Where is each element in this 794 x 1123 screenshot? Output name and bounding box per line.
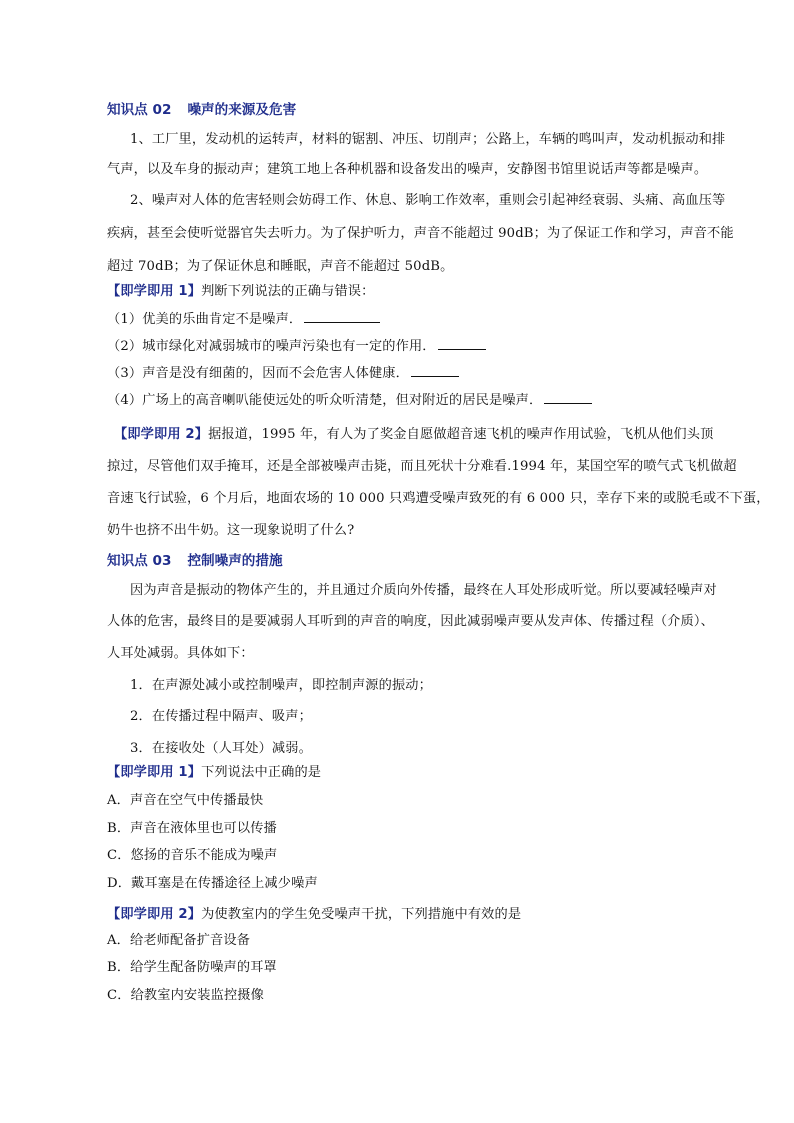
judgment-item [107,337,486,356]
exercise-03-1-stem [107,764,321,782]
exercise-02-2-stem [114,426,713,444]
choice-option[interactable]: A．给老师配备扩音设备 [107,933,251,948]
para2-line: 2、噪声对人体的危害轻则会妨碍工作、休息、影响工作效率，重则会引起神经衰弱、头痛、高血压等 [130,193,726,208]
choice-option[interactable]: C．给教室内安装监控摄像 [107,988,264,1003]
intro-line: 人耳处减弱。具体如下： [107,646,254,661]
section-02-number: 知识点 02 [107,102,172,118]
judgment-item-text: （1）优美的乐曲肯定不是噪声． [107,312,303,327]
judgment-item [107,310,380,329]
exercise-stem: 为使教室内的学生免受噪声干扰，下列措施中有效的是 [201,907,522,922]
choice-option[interactable]: D．戴耳塞是在传播途径上减少噪声 [107,876,318,891]
answer-blank[interactable] [411,364,459,377]
section-03-number: 知识点 03 [107,553,172,569]
exercise-tag: 【即学即用 2】 [114,427,209,442]
intro-line: 人体的危害，最终目的是要减弱人耳听到的声音的响度，因此减弱噪声要从发声体、传播过程（介质）、 [107,614,714,629]
exercise-tag: 【即学即用 1】 [107,765,202,780]
section-02-title: 噪声的来源及危害 [187,102,297,118]
exercise-tag: 【即学即用 2】 [107,907,202,922]
choice-option[interactable]: B．给学生配备防噪声的耳罩 [107,960,277,975]
exercise-text-line: 音速飞行试验，6 个月后，地面农场的 10 000 只鸡遭受噪声致死的有 6 000 只，幸存下来的或脱毛或不下蛋， [107,491,770,506]
choice-option[interactable]: A．声音在空气中传播最快 [107,793,264,808]
section-03-heading [107,552,283,570]
exercise-stem: 下列说法中正确的是 [201,765,322,780]
exercise-tag: 【即学即用 1】 [107,284,202,299]
judgment-item-text: （2）城市绿化对减弱城市的噪声污染也有一定的作用． [107,339,436,354]
para2-line: 疾病，甚至会使听觉器官失去听力。为了保护听力，声音不能超过 90dB；为了保证工作和学习，声音不能 [107,226,734,241]
choice-option[interactable]: B．声音在液体里也可以传播 [107,821,277,836]
measure-item: 2．在传播过程中隔声、吸声； [130,709,312,724]
exercise-text: 据报道，1995 年，有人为了奖金自愿做超音速飞机的噪声作用试验，飞机从他们头顶 [208,427,714,442]
exercise-02-1-stem [107,283,374,301]
exercise-text-line: 奶牛也挤不出牛奶。这一现象说明了什么? [107,523,355,538]
para1-line: 1、工厂里，发动机的运转声，材料的锯割、冲压、切削声；公路上，车辆的鸣叫声，发动机振动和排 [130,132,726,147]
answer-blank[interactable] [544,391,592,404]
answer-blank[interactable] [304,310,380,323]
measure-item: 3．在接收处（人耳处）减弱。 [130,741,312,756]
exercise-03-2-stem [107,906,521,924]
para1-line: 气声，以及车身的振动声；建筑工地上各种机器和设备发出的噪声，安静图书馆里说话声等都是噪声。 [107,162,708,177]
judgment-item-text: （4）广场上的高音喇叭能使远处的听众听清楚，但对附近的居民是噪声． [107,393,543,408]
section-02-heading [107,101,296,119]
exercise-stem: 判断下列说法的正确与错误： [201,284,375,299]
judgment-item [107,391,592,410]
intro-line: 因为声音是振动的物体产生的，并且通过介质向外传播，最终在人耳处形成听觉。所以要减轻噪声对 [130,583,717,598]
exercise-text-line: 掠过，尽管他们双手掩耳，还是全部被噪声击毙，而且死状十分难看.1994 年，某国空军的喷气式飞机做超 [107,459,737,474]
choice-option[interactable]: C．悠扬的音乐不能成为噪声 [107,848,278,863]
answer-blank[interactable] [438,337,486,350]
para2-line: 超过 70dB；为了保证休息和睡眠，声音不能超过 50dB。 [107,259,454,274]
judgment-item [107,364,459,383]
section-03-title: 控制噪声的措施 [187,553,283,569]
judgment-item-text: （3）声音是没有细菌的，因而不会危害人体健康． [107,366,409,381]
measure-item: 1．在声源处减小或控制噪声，即控制声源的振动； [130,678,432,693]
